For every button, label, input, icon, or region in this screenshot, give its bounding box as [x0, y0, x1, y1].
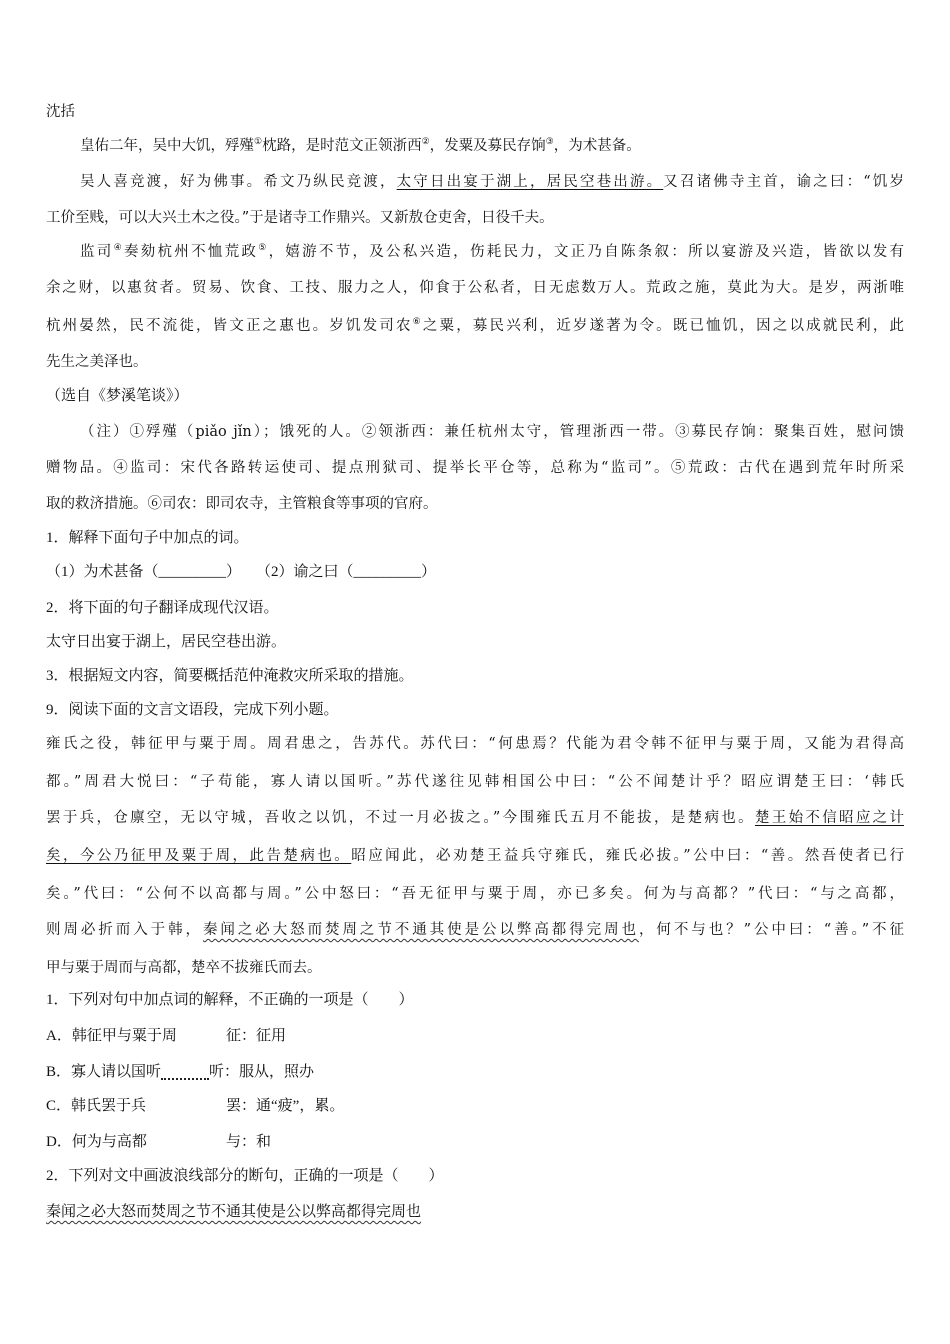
notes-line1: （注）①殍殣（piǎo jǐn）；饿死的人。②领浙西：兼任杭州太守，管理浙西一带。③募民存饷：聚集百姓，慰问馈: [80, 424, 904, 440]
passage1-paragraph3-line2: 余之财，以惠贫者。贸易、饮食、工技、服力之人，仰食于公私者，日无虑数万人。荒政之施，莫此为大。是岁，两浙唯: [46, 280, 904, 296]
passage2-line1: 雍氏之役，韩征甲与粟于周。周君患之，告苏代。苏代曰：“何患焉？代能为君令韩不征甲与粟于周，又能为君得高: [46, 736, 904, 752]
section9-heading: 9．阅读下面的文言文语段，完成下列小题。: [46, 702, 339, 718]
passage1-paragraph3-line1: 监司④奏劾杭州不恤荒政⑤，嬉游不节，及公私兴造，伤耗民力，文正乃自陈条叙：所以宴游及兴造，皆欲以发有: [80, 243, 905, 260]
option-b[interactable]: B．寡人请以国听 听：服从，照办: [46, 1064, 315, 1080]
passage1-paragraph2-line2: 工价至贱，可以大兴土木之役。”于是诸寺工作鼎兴。又新敖仓吏舍，日役千夫。: [46, 210, 554, 226]
question2: 2．将下面的句子翻译成现代汉语。: [46, 600, 279, 616]
question3: 3．根据短文内容，简要概括范仲淹救灾所采取的措施。: [46, 668, 414, 684]
passage2-line7: 甲与粟于周而与高都，楚卒不拔雍氏而去。: [46, 960, 322, 976]
question1: 1．解释下面句子中加点的词。: [46, 530, 249, 546]
passage1-paragraph2-line1: 吴人喜竞渡，好为佛事。希文乃纵民竞渡，太守日出宴于湖上，居民空巷出游。又召诸佛寺主首，谕之曰：“饥岁: [80, 174, 905, 190]
underlined-sentence: 太守日出宴于湖上，居民空巷出游。: [396, 174, 664, 190]
passage1-paragraph3-line3: 杭州晏然，民不流徙，皆文正之惠也。岁饥发司农⑥之粟，募民兴利，近岁遂著为令。既已恤饥，因之以成就民利，此: [46, 317, 904, 334]
passage1-paragraph1: 皇佑二年，吴中大饥，殍殣①枕路，是时范文正领浙西②，发粟及募民存饷③，为术甚备。: [80, 137, 641, 154]
underlined-sentence-end: 矣，今公乃征甲及粟于周，此告楚病也。: [46, 848, 352, 864]
passage1-paragraph3-line4: 先生之美泽也。: [46, 354, 148, 370]
question2-sentence: 太守日出宴于湖上，居民空巷出游。: [46, 634, 287, 650]
emphasis-dots: [161, 1066, 209, 1080]
notes-line3: 取的救济措施。⑥司农：即司农寺，主管粮食等事项的官府。: [46, 496, 438, 512]
part2-question2: 2．下列对文中画波浪线部分的断句，正确的一项是（ ）: [46, 1168, 444, 1184]
passage2-line6: 则周必折而入于韩，秦闻之必大怒而焚周之节不通其使是公以弊高都得完周也，何不与也？”公中曰：“善。”不征: [46, 922, 904, 938]
question1-items: （1）为术甚备（_________） （2）谕之曰（_________）: [46, 564, 437, 580]
part2-question1: 1．下列对句中加点词的解释，不正确的一项是（ ）: [46, 992, 414, 1008]
passage2-line4: 矣，今公乃征甲及粟于周，此告楚病也。昭应闻此，必劝楚王益兵守雍氏，雍氏必拔。”公中曰：“善。然吾使者已行: [46, 848, 904, 864]
underlined-sentence-start: 楚王始不信昭应之计: [754, 810, 904, 826]
wavy-underlined-sentence: 秦闻之必大怒而焚周之节不通其使是公以弊高都得完周也: [202, 922, 639, 938]
option-d[interactable]: D．何为与高都 与：和: [46, 1134, 272, 1150]
notes-line2: 赠物品。④监司：宋代各路转运使司、提点刑狱司、提举长平仓等，总称为“监司”。⑤荒政：古代在遇到荒年时所采: [46, 460, 904, 476]
passage2-line3: 罢于兵，仓廪空，无以守城，吾收之以饥，不过一月必拔之。”今围雍氏五月不能拔，是楚病也。楚王始不信昭应之计: [46, 810, 904, 826]
part2-question2-sentence: 秦闻之必大怒而焚周之节不通其使是公以弊高都得完周也: [46, 1204, 422, 1220]
passage1-source: （选自《梦溪笔谈》）: [46, 388, 189, 404]
passage2-line2: 都。”周君大悦曰：“子苟能，寡人请以国听。”苏代遂往见韩相国公中曰：“公不闻楚计乎？昭应谓楚王曰：‘韩氏: [46, 774, 904, 790]
option-a[interactable]: A．韩征甲与粟于周 征：征用: [46, 1028, 287, 1044]
option-c[interactable]: C．韩氏罢于兵 罢：通“疲”，累。: [46, 1098, 345, 1114]
author: 沈括: [46, 104, 75, 120]
passage2-line5: 矣。”代曰：“公何不以高都与周。”公中怒曰：“吾无征甲与粟于周，亦已多矣。何为与高都？”代曰：“与之高都，: [46, 886, 904, 902]
